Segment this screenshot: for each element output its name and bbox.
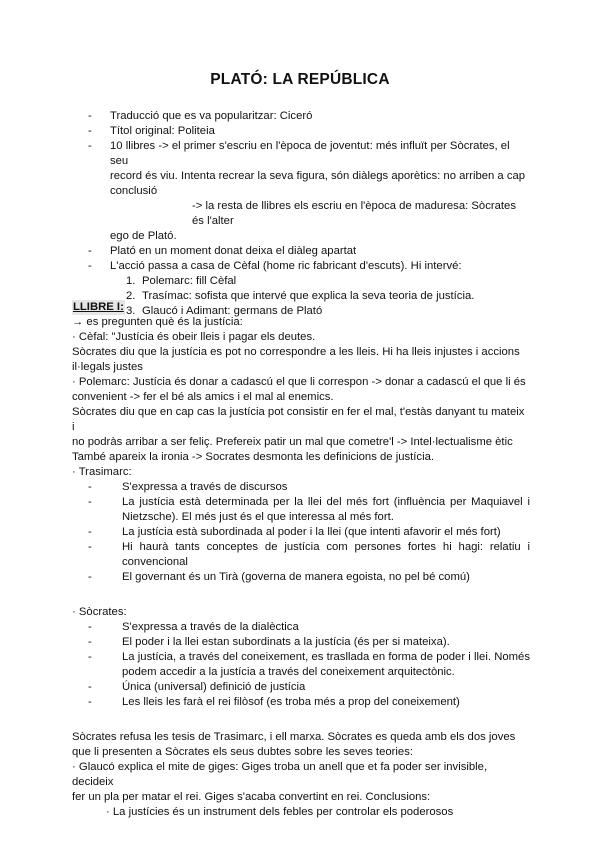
list-item — [88, 635, 530, 650]
intro-list — [88, 109, 530, 319]
trasimac-item: Hi haurà tants conceptes de justícia com persones fortes hi hagi: relatiu i convencional — [122, 541, 530, 568]
bullet-dash: - — [88, 541, 92, 553]
bullet-dash: - — [88, 571, 92, 583]
list-item — [88, 570, 530, 585]
intro-llibres-line: record és viu. Intenta recrear la seva figura, són diàlegs aporètics: no arriben a cap — [110, 170, 526, 182]
personatge-text: Glaucó i Adimant: germans de Plató — [142, 305, 323, 317]
list-item — [88, 620, 530, 635]
page-title: PLATÓ: LA REPÚBLICA — [210, 71, 390, 88]
llibre1-section — [72, 300, 530, 820]
intro-traduccio: Traducció que es va popularitzar: Ciceró — [110, 110, 313, 122]
bullet-dash: - — [88, 696, 92, 708]
paragraph-line: que li presenten a Sòcrates els seus dubtes sobre les seves teories: — [72, 746, 413, 758]
paragraph-line: · Polemarc: Justícia és donar a cadascú el que li correspon -> donar a cadascú el que li és — [72, 376, 526, 388]
intro-accio: L'acció passa a casa de Cèfal (home ric fabricant d'escuts). Hi intervé: — [110, 260, 462, 272]
paragraph-line: no podràs arribar a ser feliç. Prefereix patir un mal que cometre'l -> Intel·lectualisme ètic — [72, 436, 513, 448]
intro-moment: Plató en un moment donat deixa el diàleg apartat — [110, 245, 357, 257]
bullet-dash: - — [88, 621, 92, 633]
intro-resta-line: -> la resta de llibres els escriu en l'època de maduresa: Sòcrates és l'alter — [192, 200, 516, 227]
socrates-item: Única (universal) definició de justícia — [122, 681, 306, 693]
list-item — [88, 650, 530, 680]
intro-llibres-line: 10 llibres -> el primer s'escriu en l'època de joventut: més influït per Sòcrates, el seu — [110, 140, 510, 167]
list-number: 3. — [126, 305, 136, 317]
trasimac-item: La justícia està determinada per la llei del més fort (influència per Maquiavel i Nietzsche). El més just és el que interessa al més fort. — [122, 496, 530, 523]
bullet-dash: - — [88, 245, 92, 257]
bullet-dash: - — [88, 481, 92, 493]
intro-llibres-line: conclusió — [110, 185, 158, 197]
socrates-item: El poder i la llei estan subordinats a la justícia (és per si mateixa). — [122, 636, 450, 648]
bullet-dash: - — [88, 651, 92, 663]
list-item — [88, 540, 530, 570]
list-item — [88, 695, 530, 710]
intro-titol: Títol original: Politeia — [110, 125, 215, 137]
list-item — [88, 244, 530, 259]
list-number: 2. — [126, 290, 136, 302]
list-item — [88, 259, 530, 274]
paragraph-line: convenient -> fer el bé als amics i el mal al enemics. — [72, 391, 334, 403]
socrates-item: Les lleis les farà el rei filòsof (es troba més a prop del coneixement) — [122, 696, 460, 708]
paragraph-line: Sòcrates diu que la justícia es pot no correspondre a les lleis. Hi ha lleis injustes i accions — [72, 346, 520, 358]
list-item — [88, 109, 530, 124]
list-item — [126, 274, 530, 289]
paragraph-line: · La justícies és un instrument dels febles per controlar els poderosos — [106, 806, 454, 818]
socrates-item: S'expressa a través de la dialèctica — [122, 621, 299, 633]
section-header: LLIBRE I: — [73, 301, 124, 313]
socrates-header: · Sòcrates: — [72, 606, 127, 618]
list-item — [88, 139, 530, 199]
bullet-dash: - — [88, 260, 92, 272]
paragraph-line: il·legals justes — [72, 361, 143, 373]
intro-resta-line: ego de Plató. — [110, 230, 177, 242]
paragraph-line: Sòcrates diu que en cap cas la justícia pot consistir en fer el mal, t'estàs danyant tu mateix i — [72, 406, 525, 433]
bullet-dash: - — [88, 125, 92, 137]
bullet-dash: - — [88, 636, 92, 648]
list-item — [88, 680, 530, 695]
bullet-dash: - — [88, 110, 92, 122]
list-item — [88, 480, 530, 495]
bullet-dash: - — [88, 140, 92, 152]
list-number: 1. — [126, 275, 136, 287]
paragraph-line: · Glaucó explica el mite de giges: Giges troba un anell que et fa poder ser invisible, decideix — [72, 761, 488, 788]
list-item — [88, 124, 530, 139]
bullet-dash: - — [88, 496, 92, 508]
trasimac-item: El governant és un Tirà (governa de manera egoista, no pel bé comú) — [122, 571, 470, 583]
paragraph-line: També apareix la ironia -> Socrates desmonta les definicions de justícia. — [72, 451, 435, 463]
paragraph-line: · Cèfal: "Justícia és obeir lleis i pagar els deutes. — [72, 331, 316, 343]
bullet-dash: - — [88, 526, 92, 538]
personatge-text: Trasímac: sofista que intervé que explica la seva teoria de justícia. — [142, 290, 475, 302]
list-item — [88, 495, 530, 525]
socrates-item: La justícia, a través del coneixement, es trasllada en forma de poder i llei. Només podem accedir a la justícia a través del coneixement arquitectònic. — [122, 651, 530, 678]
personatge-text: Polemarc: fill Cèfal — [142, 275, 237, 287]
bullet-dash: - — [88, 681, 92, 693]
paragraph-line: Sòcrates refusa les tesis de Trasimarc, i ell marxa. Sòcrates es queda amb els dos joves — [72, 731, 516, 743]
trasimac-item: La justícia està subordinada al poder i la llei (que intenti afavorir el més fort) — [122, 526, 501, 538]
paragraph-line: fer un pla per matar el rei. Giges s'acaba convertint en rei. Conclusions: — [72, 791, 431, 803]
trasimac-item: S'expressa a través de discursos — [122, 481, 288, 493]
trasimac-header: · Trasimarc: — [72, 466, 132, 478]
paragraph-line: → es pregunten què és la justícia: — [72, 316, 243, 328]
list-item — [88, 525, 530, 540]
